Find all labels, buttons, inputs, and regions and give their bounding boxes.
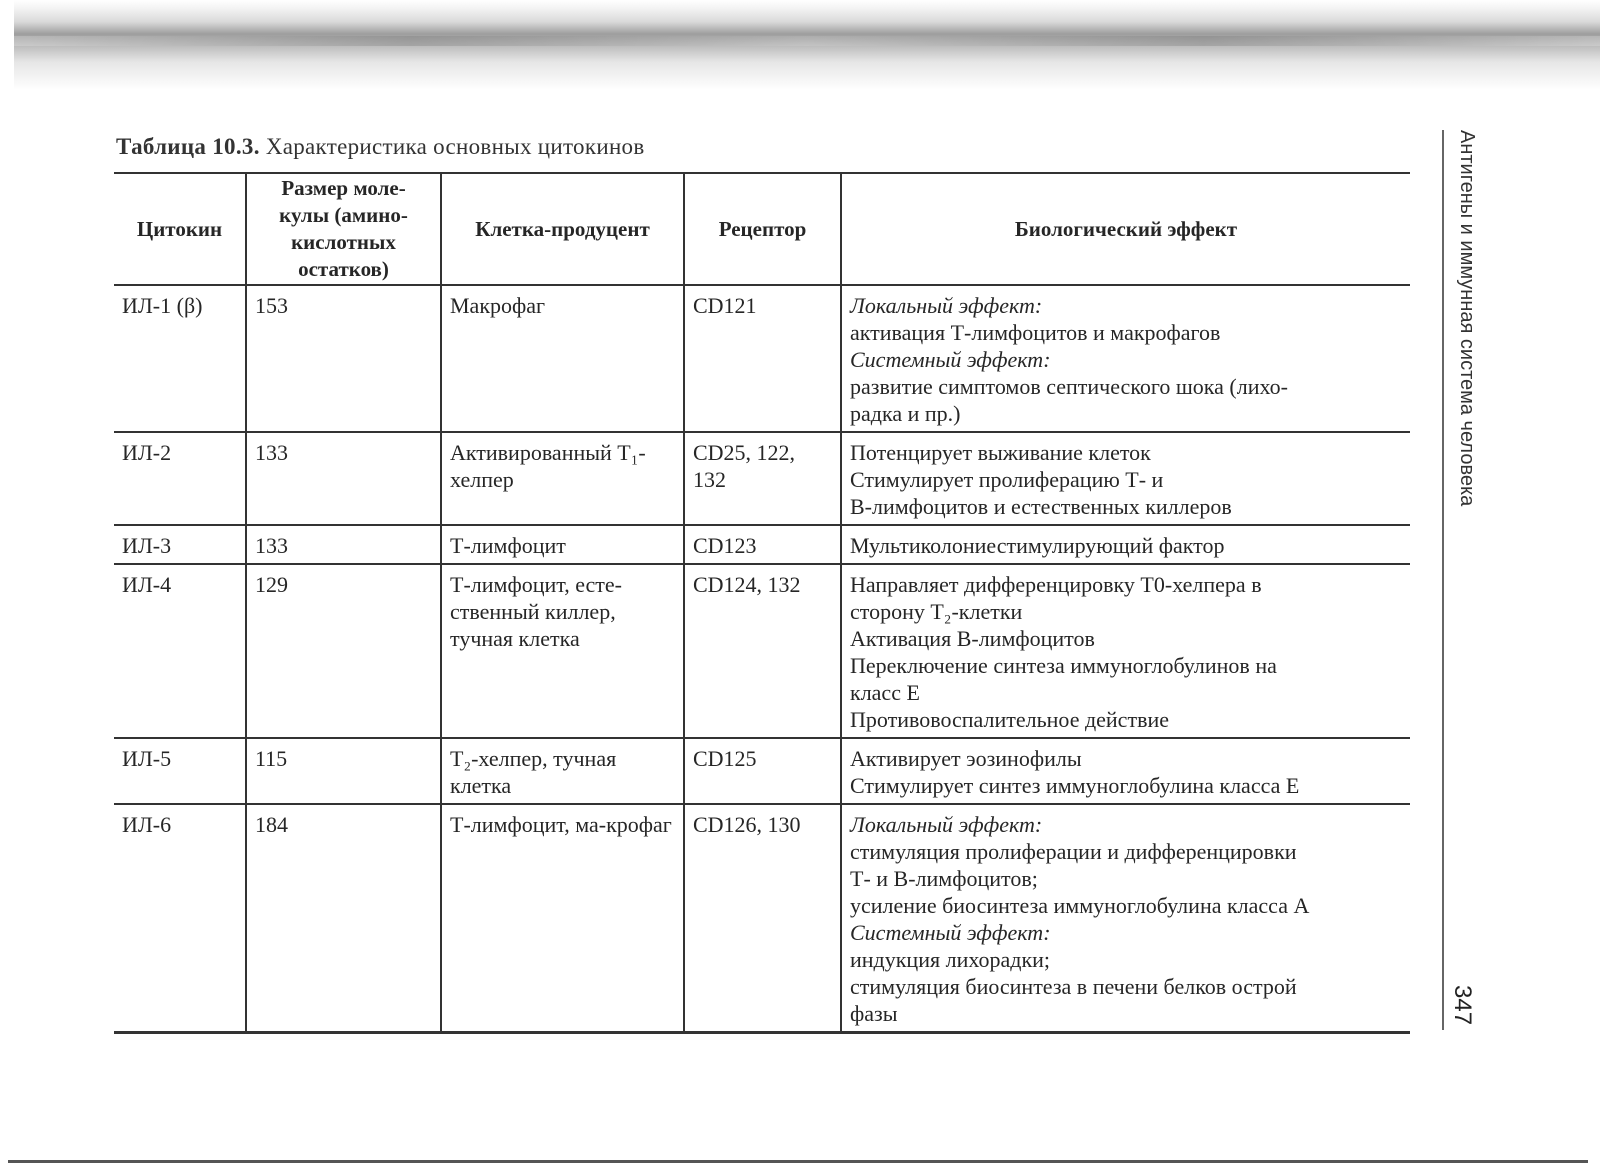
cell-producer: Т₂-хелпер, тучная клетка: [441, 738, 684, 804]
cell-cytokine: ИЛ-6: [122, 812, 172, 837]
effect-line: Мультиколониестимулирующий фактор: [850, 533, 1225, 558]
cell-effect: [841, 285, 1410, 432]
cytokine-table-wrap: [114, 172, 1410, 1034]
cell-receptor: CD25, 122, 132: [684, 432, 841, 525]
effect-line: Активирует эозинофилы: [850, 746, 1082, 771]
cell-receptor: CD123: [684, 525, 841, 564]
effect-line: Стимулирует пролиферацию Т- и: [850, 467, 1164, 492]
table-row: [114, 564, 1410, 738]
cell-producer: Активированный Т₁-хелпер: [441, 432, 684, 525]
cell-cytokine: ИЛ-3: [122, 533, 172, 558]
effect-line: Переключение синтеза иммуноглобулинов на: [850, 653, 1277, 678]
effect-line: усиление биосинтеза иммуноглобулина класса А: [850, 893, 1310, 918]
cell-cytokine: ИЛ-2: [122, 440, 172, 465]
effect-heading: Локальный эффект:: [850, 293, 1043, 318]
effect-line: Направляет дифференцировку Т0-хелпера в: [850, 572, 1262, 597]
effect-line: Потенцирует выживание клеток: [850, 440, 1151, 465]
header-producer: Клетка-продуцент: [441, 173, 684, 285]
cell-size: 133: [246, 525, 441, 564]
cell-producer: Т-лимфоцит, есте-ственный киллер, тучная клетка: [441, 564, 684, 738]
cell-size: 153: [246, 285, 441, 432]
caption-label: Таблица 10.3.: [116, 134, 260, 159]
table-row: [114, 285, 1410, 432]
table-row: [114, 804, 1410, 1033]
header-receptor: Рецептор: [684, 173, 841, 285]
cell-effect: [841, 564, 1410, 738]
effect-line: стимуляция пролиферации и дифференцировки: [850, 839, 1297, 864]
effect-line: В-лимфоцитов и естественных киллеров: [850, 494, 1232, 519]
cell-size: 184: [246, 804, 441, 1033]
cell-producer: Т-лимфоцит, ма-крофаг: [441, 804, 684, 1033]
cell-effect: [841, 804, 1410, 1033]
effect-line: индукция лихорадки;: [850, 947, 1051, 972]
effect-line: активация Т-лимфоцитов и макрофагов: [850, 320, 1221, 345]
cell-cytokine: ИЛ-4: [122, 572, 172, 597]
effect-line: стимуляция биосинтеза в печени белков острой: [850, 974, 1297, 999]
effect-heading: Локальный эффект:: [850, 812, 1043, 837]
cell-producer: Т-лимфоцит: [441, 525, 684, 564]
cell-effect: [841, 525, 1410, 564]
table-body: [114, 285, 1410, 1033]
cell-cytokine: ИЛ-5: [122, 746, 172, 771]
cell-receptor: CD126, 130: [684, 804, 841, 1033]
effect-heading: Системный эффект:: [850, 347, 1051, 372]
effect-line: фазы: [850, 1001, 898, 1026]
header-effect: Биологический эффект: [841, 173, 1410, 285]
effect-line: радка и пр.): [850, 401, 961, 426]
effect-heading: Системный эффект:: [850, 920, 1051, 945]
page-number: 347: [1449, 985, 1476, 1026]
header-cytokine: Цитокин: [114, 173, 246, 285]
cell-size: 129: [246, 564, 441, 738]
header-size: Размер моле- кулы (амино- кислотных остатков): [246, 173, 441, 285]
effect-line: Противовоспалительное действие: [850, 707, 1169, 732]
bottom-rule: [8, 1160, 1588, 1163]
effect-line: класс Е: [850, 680, 920, 705]
cell-receptor: CD121: [684, 285, 841, 432]
effect-line: Активация В-лимфоцитов: [850, 626, 1095, 651]
table-row: [114, 738, 1410, 804]
side-margin-rule: [1442, 130, 1444, 1030]
table-row: [114, 525, 1410, 564]
cytokine-table: [114, 172, 1410, 1034]
caption-text: Характеристика основных цитокинов: [259, 134, 645, 159]
cell-receptor: CD125: [684, 738, 841, 804]
cell-size: 115: [246, 738, 441, 804]
table-row: [114, 432, 1410, 525]
effect-line: развитие симптомов септического шока (лихо-: [850, 374, 1288, 399]
cell-receptor: CD124, 132: [684, 564, 841, 738]
cell-effect: [841, 738, 1410, 804]
effect-line: сторону Т₂-клетки: [850, 599, 1023, 624]
cell-size: 133: [246, 432, 441, 525]
table-header-row: [114, 173, 1410, 285]
running-title: Антигены и иммунная система человека: [1456, 130, 1478, 507]
scan-shadow-top: [14, 0, 1600, 90]
effect-line: Т- и В-лимфоцитов;: [850, 866, 1038, 891]
cell-effect: [841, 432, 1410, 525]
cell-cytokine: ИЛ-1 (β): [122, 293, 203, 318]
cell-producer: Макрофаг: [441, 285, 684, 432]
table-caption: [116, 134, 645, 160]
effect-line: Стимулирует синтез иммуноглобулина класса Е: [850, 773, 1300, 798]
